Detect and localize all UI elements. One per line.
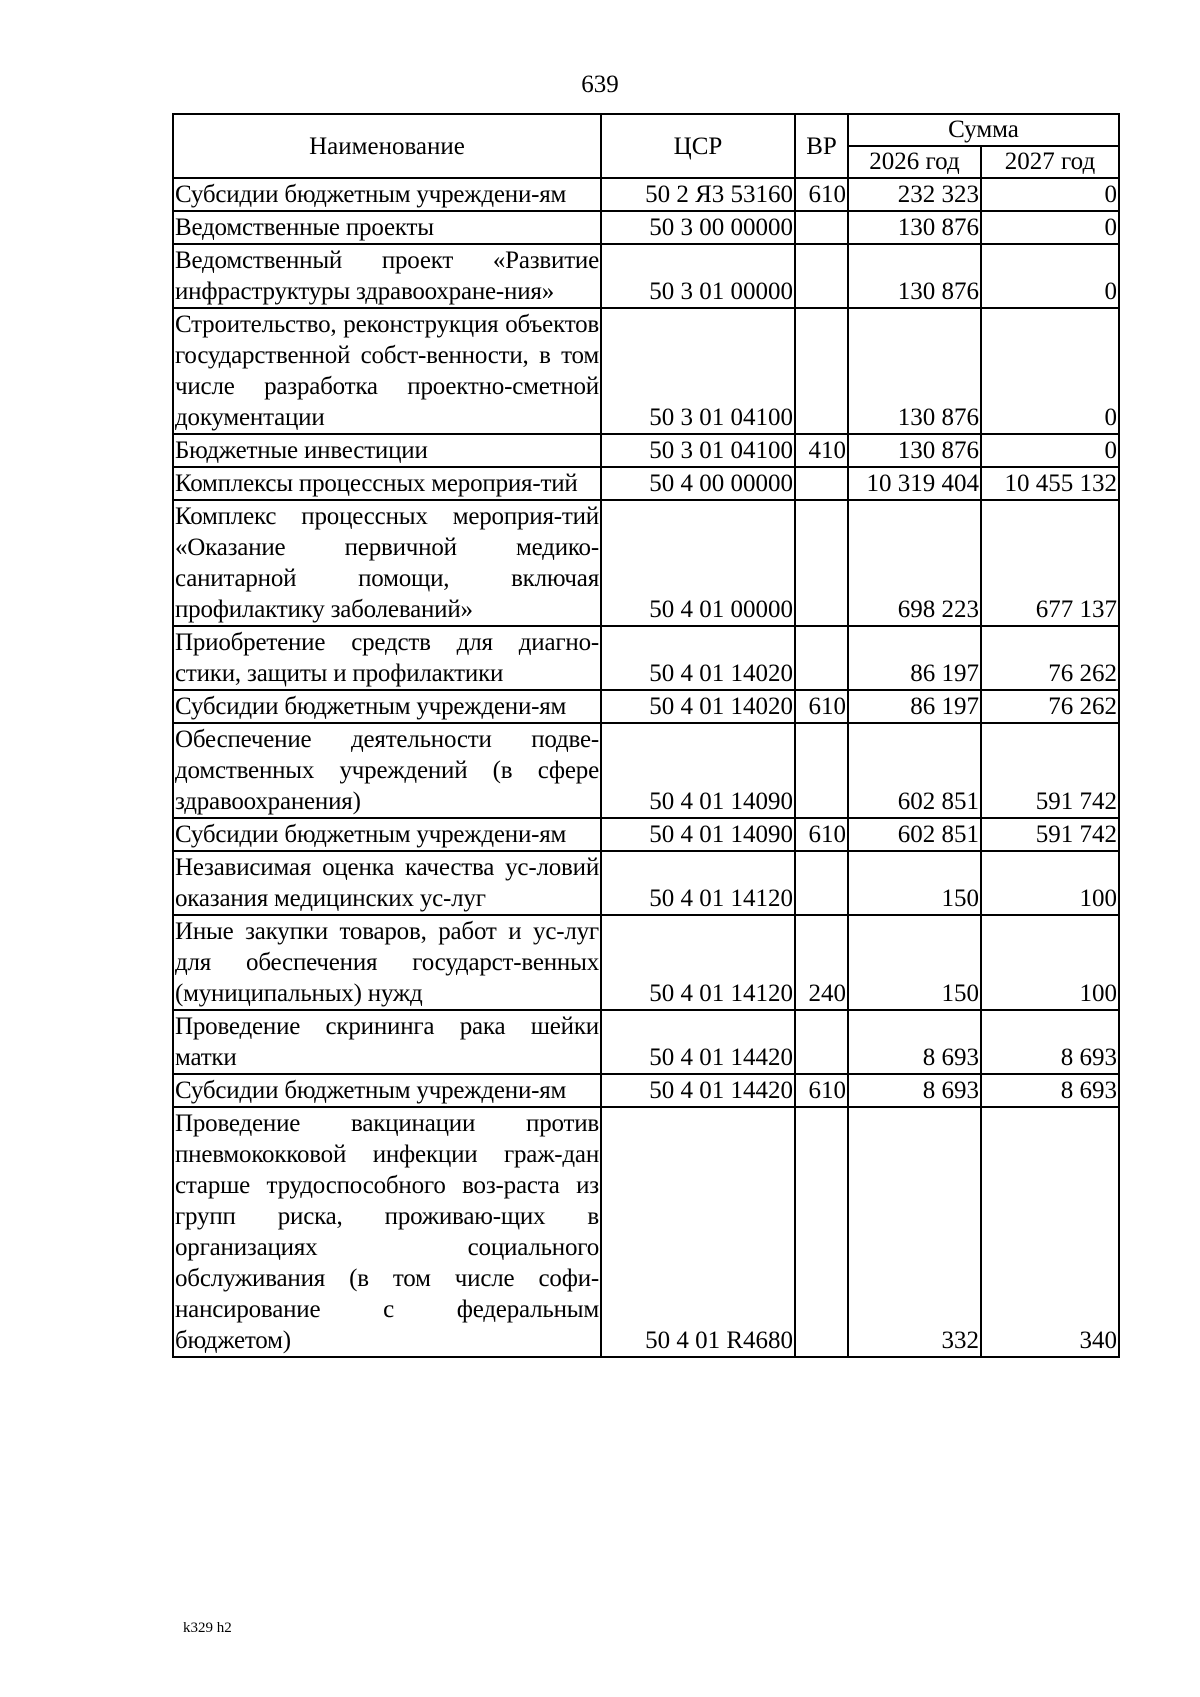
row-csr: 50 4 01 14120: [601, 851, 795, 915]
row-sum-2027: 10 455 132: [981, 467, 1119, 500]
row-name: Проведение вакцинации против пневмококковой инфекции граж-дан старше трудоспособного воз-раста из групп риска, проживаю-щих в организациях социального обслуживания (в том числе софи-нансирование с федеральным бюджетом): [173, 1107, 601, 1357]
row-csr: 50 3 01 04100: [601, 434, 795, 467]
row-name: Субсидии бюджетным учреждени-ям: [173, 1074, 601, 1107]
header-name: Наименование: [173, 114, 601, 178]
table-row: [173, 1074, 1119, 1107]
table-row: [173, 244, 1119, 308]
row-name: Иные закупки товаров, работ и ус-луг для обеспечения государст-венных (муниципальных) нужд: [173, 915, 601, 1010]
row-vr: [795, 626, 848, 690]
row-name: Строительство, реконструкция объектов государственной собст-венности, в том числе разработка проектно-сметной документации: [173, 308, 601, 434]
row-vr: [795, 1107, 848, 1357]
header-sum: Сумма: [848, 114, 1119, 146]
row-vr: [795, 1010, 848, 1074]
row-sum-2027: 8 693: [981, 1074, 1119, 1107]
table-header: [173, 114, 1119, 178]
row-name: Бюджетные инвестиции: [173, 434, 601, 467]
row-sum-2026: 232 323: [848, 178, 981, 211]
row-vr: 610: [795, 178, 848, 211]
row-csr: 50 4 01 14020: [601, 626, 795, 690]
row-csr: 50 4 01 00000: [601, 500, 795, 626]
table-row: [173, 211, 1119, 244]
row-name: Ведомственные проекты: [173, 211, 601, 244]
row-name: Ведомственный проект «Развитие инфраструктуры здравоохране-ния»: [173, 244, 601, 308]
row-name: Независимая оценка качества ус-ловий оказания медицинских ус-луг: [173, 851, 601, 915]
row-sum-2027: 677 137: [981, 500, 1119, 626]
row-sum-2026: 130 876: [848, 434, 981, 467]
table-row: [173, 1010, 1119, 1074]
header-csr: ЦСР: [601, 114, 795, 178]
row-csr: 50 4 01 14420: [601, 1010, 795, 1074]
row-csr: 50 2 Я3 53160: [601, 178, 795, 211]
row-sum-2027: 0: [981, 178, 1119, 211]
table-row: [173, 467, 1119, 500]
table-body: [173, 178, 1119, 1357]
table-row: [173, 690, 1119, 723]
row-sum-2026: 10 319 404: [848, 467, 981, 500]
row-vr: [795, 308, 848, 434]
row-name: Приобретение средств для диагно-стики, защиты и профилактики: [173, 626, 601, 690]
row-sum-2027: 340: [981, 1107, 1119, 1357]
row-name: Комплекс процессных мероприя-тий «Оказание первичной медико-санитарной помощи, включая профилактику заболеваний»: [173, 500, 601, 626]
row-sum-2027: 0: [981, 244, 1119, 308]
header-year-2027: 2027 год: [981, 146, 1119, 178]
row-sum-2026: 130 876: [848, 308, 981, 434]
row-vr: 610: [795, 1074, 848, 1107]
row-sum-2027: 76 262: [981, 626, 1119, 690]
row-csr: 50 3 01 00000: [601, 244, 795, 308]
row-sum-2026: 8 693: [848, 1010, 981, 1074]
row-sum-2027: 0: [981, 308, 1119, 434]
row-name: Обеспечение деятельности подве-домственных учреждений (в сфере здравоохранения): [173, 723, 601, 818]
row-sum-2026: 150: [848, 851, 981, 915]
row-sum-2026: 130 876: [848, 244, 981, 308]
row-sum-2026: 602 851: [848, 818, 981, 851]
row-name: Субсидии бюджетным учреждени-ям: [173, 818, 601, 851]
row-sum-2026: 8 693: [848, 1074, 981, 1107]
row-vr: [795, 851, 848, 915]
row-vr: [795, 723, 848, 818]
row-csr: 50 3 01 04100: [601, 308, 795, 434]
row-vr: 610: [795, 690, 848, 723]
table-row: [173, 1107, 1119, 1357]
row-vr: 610: [795, 818, 848, 851]
row-csr: 50 4 01 14090: [601, 818, 795, 851]
row-name: Комплексы процессных мероприя-тий: [173, 467, 601, 500]
header-year-2026: 2026 год: [848, 146, 981, 178]
row-csr: 50 4 01 14120: [601, 915, 795, 1010]
row-sum-2027: 100: [981, 915, 1119, 1010]
table-row: [173, 500, 1119, 626]
row-csr: 50 4 01 14020: [601, 690, 795, 723]
row-vr: 410: [795, 434, 848, 467]
row-sum-2027: 0: [981, 211, 1119, 244]
row-name: Субсидии бюджетным учреждени-ям: [173, 690, 601, 723]
row-csr: 50 3 00 00000: [601, 211, 795, 244]
row-sum-2027: 76 262: [981, 690, 1119, 723]
row-vr: [795, 244, 848, 308]
row-csr: 50 4 01 14420: [601, 1074, 795, 1107]
row-csr: 50 4 01 14090: [601, 723, 795, 818]
row-name: Субсидии бюджетным учреждени-ям: [173, 178, 601, 211]
row-sum-2026: 150: [848, 915, 981, 1010]
row-sum-2026: 130 876: [848, 211, 981, 244]
table-row: [173, 434, 1119, 467]
row-sum-2027: 591 742: [981, 818, 1119, 851]
table-row: [173, 851, 1119, 915]
row-sum-2027: 591 742: [981, 723, 1119, 818]
table-row: [173, 308, 1119, 434]
row-sum-2027: 8 693: [981, 1010, 1119, 1074]
row-sum-2026: 86 197: [848, 690, 981, 723]
row-name: Проведение скрининга рака шейки матки: [173, 1010, 601, 1074]
table-row: [173, 818, 1119, 851]
table-row: [173, 626, 1119, 690]
page-number: 639: [581, 71, 619, 98]
row-csr: 50 4 01 R4680: [601, 1107, 795, 1357]
row-sum-2027: 100: [981, 851, 1119, 915]
row-vr: 240: [795, 915, 848, 1010]
row-sum-2026: 698 223: [848, 500, 981, 626]
footer-code: k329 h2: [183, 1620, 232, 1636]
budget-table: [172, 113, 1120, 1358]
row-vr: [795, 211, 848, 244]
row-sum-2026: 602 851: [848, 723, 981, 818]
row-vr: [795, 467, 848, 500]
row-sum-2027: 0: [981, 434, 1119, 467]
row-csr: 50 4 00 00000: [601, 467, 795, 500]
header-vr: ВР: [795, 114, 848, 178]
table-row: [173, 178, 1119, 211]
row-sum-2026: 332: [848, 1107, 981, 1357]
table-row: [173, 723, 1119, 818]
row-vr: [795, 500, 848, 626]
row-sum-2026: 86 197: [848, 626, 981, 690]
table-row: [173, 915, 1119, 1010]
